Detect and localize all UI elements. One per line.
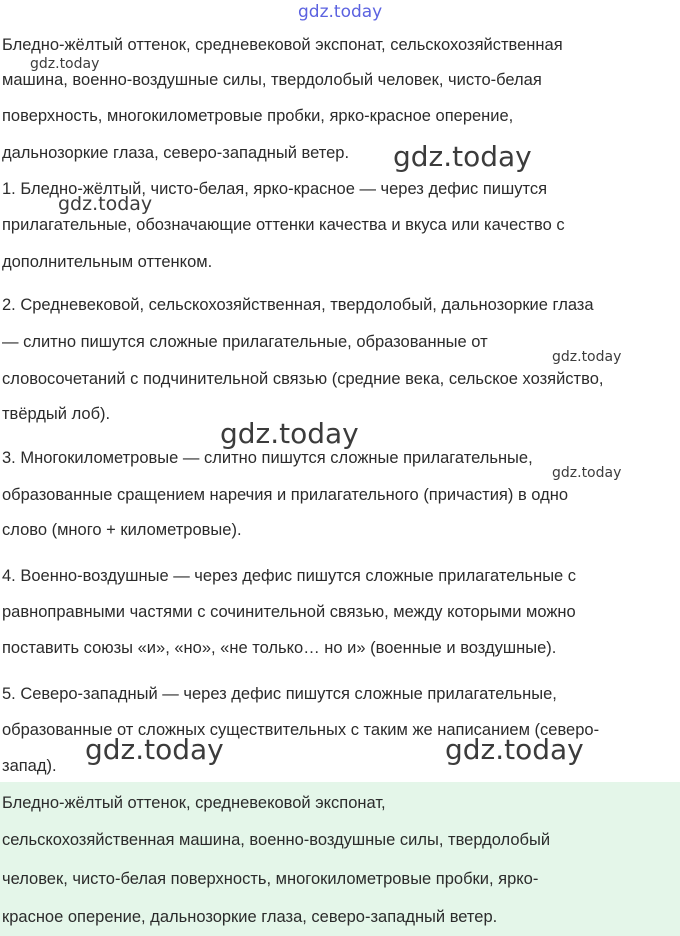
explanation-line: 5. Северо-западный — через дефис пишутся сложные прилагательные,: [2, 685, 557, 703]
explanation-line: словосочетаний с подчинительной связью (средние века, сельское хозяйство,: [2, 370, 604, 388]
task-line: поверхность, многокилометровые пробки, ярко-красное оперение,: [2, 107, 514, 125]
watermark-small: gdz.today: [552, 349, 622, 365]
explanation-line: образованные от сложных существительных с таким же написанием (северо-: [2, 721, 600, 739]
explanation-line: 1. Бледно-жёлтый, чисто-белая, ярко-красное — через дефис пишутся: [2, 180, 548, 198]
watermark-large: gdz.today: [220, 417, 359, 450]
explanation-line: прилагательные, обозначающие оттенки качества и вкуса или качество с: [2, 216, 565, 234]
explanation-line: — слитно пишутся сложные прилагательные, образованные от: [2, 333, 488, 351]
task-line: машина, военно-воздушные силы, твердолобый человек, чисто-белая: [2, 71, 542, 89]
explanation-line: образованные сращением наречия и прилагательного (причастия) в одно: [2, 486, 569, 504]
task-line: дальнозоркие глаза, северо-западный ветер.: [2, 144, 350, 162]
watermark-small: gdz.today: [552, 465, 622, 481]
watermark-large: gdz.today: [85, 733, 224, 766]
explanation-line: дополнительным оттенком.: [2, 253, 213, 271]
explanation-line: твёрдый лоб).: [2, 405, 111, 423]
explanation-line: поставить союзы «и», «но», «не только… но и» (военные и воздушные).: [2, 639, 557, 657]
watermark-large: gdz.today: [393, 140, 532, 173]
explanation-line: 3. Многокилометровые — слитно пишутся сложные прилагательные,: [2, 449, 533, 467]
explanation-line: запад).: [2, 757, 57, 775]
explanation-line: 4. Военно-воздушные — через дефис пишутся сложные прилагательные с: [2, 567, 577, 585]
answer-line: красное оперение, дальнозоркие глаза, северо-западный ветер.: [2, 908, 498, 926]
watermark-medium: gdz.today: [58, 193, 153, 215]
answer-line: сельскохозяйственная машина, военно-воздушные силы, твердолобый: [2, 831, 551, 849]
explanation-line: слово (много + километровые).: [2, 521, 242, 539]
watermark-top: gdz.today: [298, 2, 383, 22]
answer-line: Бледно-жёлтый оттенок, средневековой экспонат,: [2, 794, 386, 812]
watermark-large: gdz.today: [445, 733, 584, 766]
explanation-line: 2. Средневековой, сельскохозяйственная, твердолобый, дальнозоркие глаза: [2, 296, 594, 314]
answer-line: человек, чисто-белая поверхность, многокилометровые пробки, ярко-: [2, 870, 539, 888]
watermark-small: gdz.today: [30, 56, 100, 72]
task-line: Бледно-жёлтый оттенок, средневековой экспонат, сельскохозяйственная: [2, 36, 563, 54]
explanation-line: равноправными частями с сочинительной связью, между которыми можно: [2, 603, 576, 621]
